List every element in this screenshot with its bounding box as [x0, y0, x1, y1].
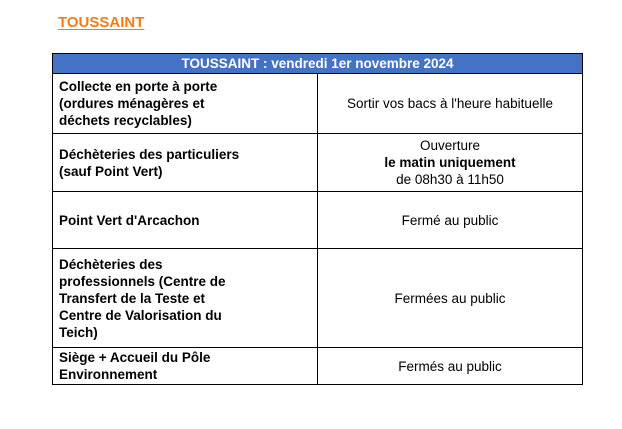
row-value — [318, 134, 583, 192]
row-value: Sortir vos bacs à l'heure habituelle — [318, 74, 583, 134]
table-row — [53, 348, 583, 385]
page-heading: TOUSSAINT — [58, 14, 145, 31]
table-row — [53, 192, 583, 249]
row-value: Fermées au public — [318, 249, 583, 348]
row-value: Fermé au public — [318, 192, 583, 249]
label-line: professionnels (Centre de — [59, 273, 226, 289]
label-line: Teich) — [59, 324, 98, 340]
label-line: Point Vert d'Arcachon — [59, 212, 200, 228]
label-line: Siège + Accueil du Pôle — [59, 350, 211, 365]
value-line: Ouverture — [419, 138, 481, 153]
table-header-row — [53, 54, 583, 74]
label-line: Déchèteries des particuliers — [59, 146, 240, 162]
row-label — [53, 134, 318, 192]
label-line: Centre de Valorisation du — [59, 307, 222, 323]
label-line: Déchèteries des — [59, 256, 163, 272]
table-header: TOUSSAINT : vendredi 1er novembre 2024 — [53, 54, 583, 74]
label-line: (ordures ménagères et — [59, 96, 205, 111]
table-row — [53, 74, 583, 134]
row-value: Fermés au public — [318, 348, 583, 385]
row-label — [53, 249, 318, 348]
label-line: Environnement — [59, 367, 158, 382]
table-row — [53, 134, 583, 192]
label-line: (sauf Point Vert) — [59, 163, 163, 179]
label-line: Transfert de la Teste et — [59, 290, 206, 306]
table-row — [53, 249, 583, 348]
row-label — [53, 348, 318, 385]
holiday-schedule-table — [52, 53, 583, 385]
label-line: Collecte en porte à porte — [59, 79, 218, 94]
label-line: déchets recyclables) — [59, 113, 192, 128]
value-line-emphasis: le matin uniquement — [384, 155, 516, 170]
value-line: de 08h30 à 11h50 — [396, 172, 504, 187]
row-label — [53, 192, 318, 249]
row-label — [53, 74, 318, 134]
